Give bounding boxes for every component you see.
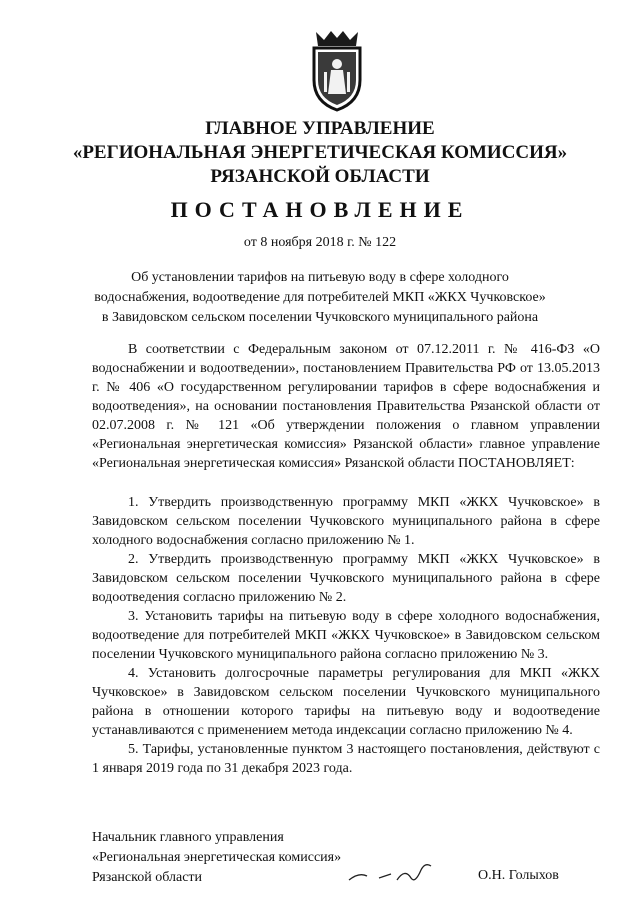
title-line: в Завидовском сельском поселении Чучковского муниципального района	[101, 310, 539, 325]
signatory-title	[92, 828, 341, 888]
document-title	[60, 268, 580, 328]
title-line: Об установлении тарифов на питьевую воду в сфере холодного	[131, 270, 509, 285]
resolution-item: 1. Утвердить производственную программу МКП «ЖКХ Чучковское» в Завидовском сельском поселении Чучковского муниципального района в сфере холодного водоснабжения согласно приложению № 1.	[92, 495, 600, 548]
coat-of-arms-icon	[302, 28, 372, 112]
resolution-items	[92, 493, 600, 778]
resolution-item: 3. Установить тарифы на питьевую воду в сфере холодного водоснабжения, водоотведение для потребителей МКП «ЖКХ Чучковское» в Завидовском сельском поселении Чучковского муниципального района согласно приложению № 3.	[92, 609, 600, 662]
document-type: ПОСТАНОВЛЕНИЕ	[170, 197, 470, 222]
authority-name-line-3: РЯЗАНСКОЙ ОБЛАСТИ	[210, 166, 430, 187]
preamble-paragraph: В соответствии с Федеральным законом от 07.12.2011 г. № 416-ФЗ «О водоснабжении и водоотведении», постановлением Правительства РФ от 13.05.2013 г. № 406 «О государственном регулировании тарифов в сфере водоснабжения и водоотведения», на основании постановления Правительства Рязанской области от 02.07.2008 г. № 121 «Об утверждении положения о главном управлении «Региональная энергетическая комиссия» Рязанской области» главное управление «Региональная энергетическая комиссия» Рязанской области ПОСТАНОВЛЯЕТ:	[92, 342, 600, 471]
resolution-item: 4. Установить долгосрочные параметры регулирования для МКП «ЖКХ Чучковское» в Завидовском сельском поселении Чучковского муниципального района в отношении которого тарифы на питьевую воду и водоотведение устанавливаются с применением метода индексации согласно приложению № 4.	[92, 666, 600, 738]
signatory-name: О.Н. Голыхов	[478, 868, 559, 883]
handwritten-signature	[345, 858, 435, 886]
title-line: водоснабжения, водоотведение для потребителей МКП «ЖКХ Чучковское»	[94, 290, 546, 305]
authority-name-line-2: «РЕГИОНАЛЬНАЯ ЭНЕРГЕТИЧЕСКАЯ КОМИССИЯ»	[72, 142, 568, 163]
resolution-item: 5. Тарифы, установленные пунктом 3 настоящего постановления, действуют с 1 января 2019 года по 31 декабря 2023 года.	[92, 742, 600, 776]
resolution-item: 2. Утвердить производственную программу МКП «ЖКХ Чучковское» в Завидовском сельском поселении Чучковского муниципального района в сфере водоотведения согласно приложению № 2.	[92, 552, 600, 605]
signatory-line: Рязанской области	[92, 870, 203, 885]
document-date-number: от 8 ноября 2018 г. № 122	[243, 235, 397, 250]
signatory-line: Начальник главного управления	[92, 830, 284, 845]
authority-name-line-1: ГЛАВНОЕ УПРАВЛЕНИЕ	[205, 118, 435, 139]
signatory-line: «Региональная энергетическая комиссия»	[92, 850, 342, 865]
